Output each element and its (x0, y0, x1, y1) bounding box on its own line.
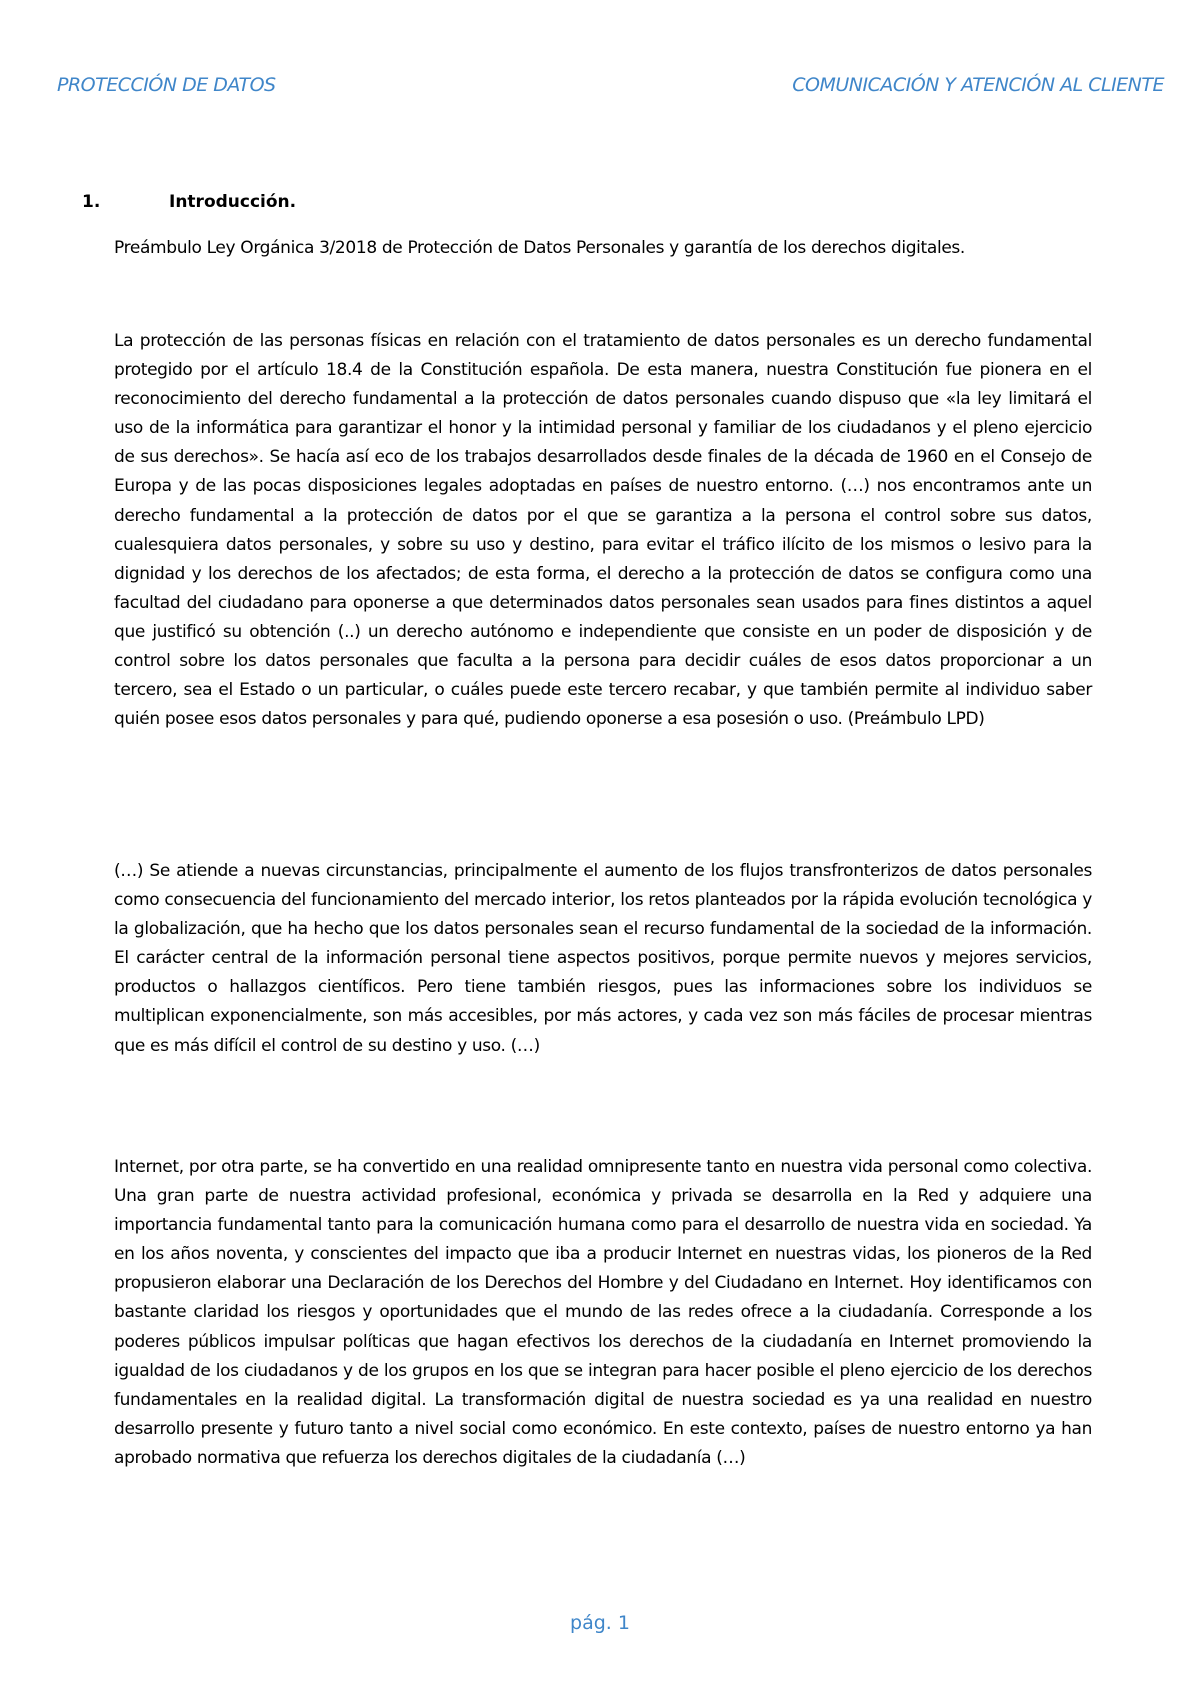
law-subtitle: Preámbulo Ley Orgánica 3/2018 de Protección de Datos Personales y garantía de los derechos digitales. (114, 238, 965, 258)
header-right-title: COMUNICACIÓN Y ATENCIÓN AL CLIENTE (792, 74, 1164, 96)
header-left-title: PROTECCIÓN DE DATOS (57, 74, 276, 96)
section-number: 1. (82, 192, 101, 212)
paragraph-3: Internet, por otra parte, se ha convertido en una realidad omnipresente tanto en nuestra vida personal como colectiva. Una gran parte de nuestra actividad profesional, económica y privada se desarrolla en la Red y adquiere una importancia fundamental tanto para la comunicación humana como para el desarrollo de nuestra vida en sociedad. Ya en los años noventa, y conscientes del impacto que iba a producir Internet en nuestras vidas, los pioneros de la Red propusieron elaborar una Declaración de los Derechos del Hombre y del Ciudadano en Internet. Hoy identificamos con bastante claridad los riesgos y oportunidades que el mundo de las redes ofrece a la ciudadanía. Corresponde a los poderes públicos impulsar políticas que hagan efectivos los derechos de la ciudadanía en Internet promoviendo la igualdad de los ciudadanos y de los grupos en los que se integran para hacer posible el pleno ejercicio de los derechos fundamentales en la realidad digital. La transformación digital de nuestra sociedad es ya una realidad en nuestro desarrollo presente y futuro tanto a nivel social como económico. En este contexto, países de nuestro entorno ya han aprobado normativa que refuerza los derechos digitales de la ciudadanía (…) (114, 1157, 1092, 1468)
paragraph-1: La protección de las personas físicas en relación con el tratamiento de datos personales es un derecho fundamental protegido por el artículo 18.4 de la Constitución española. De esta manera, nuestra Constitución fue pionera en el reconocimiento del derecho fundamental a la protección de datos personales cuando dispuso que «la ley limitará el uso de la informática para garantizar el honor y la intimidad personal y familiar de los ciudadanos y el pleno ejercicio de sus derechos». Se hacía así eco de los trabajos desarrollados desde finales de la década de 1960 en el Consejo de Europa y de las pocas disposiciones legales adoptadas en países de nuestro entorno. (…) nos encontramos ante un derecho fundamental a la protección de datos por el que se garantiza a la persona el control sobre sus datos, cualesquiera datos personales, y sobre su uso y destino, para evitar el tráfico ilícito de los mismos o lesivo para la dignidad y los derechos de los afectados; de esta forma, el derecho a la protección de datos se configura como una facultad del ciudadano para oponerse a que determinados datos personales sean usados para fines distintos a aquel que justificó su obtención (..) un derecho autónomo e independiente que consiste en un poder de disposición y de control sobre los datos personales que faculta a la persona para decidir cuáles de esos datos proporcionar a un tercero, sea el Estado o un particular, o cuáles puede este tercero recabar, y que también permite al individuo saber quién posee esos datos personales y para qué, pudiendo oponerse a esa posesión o uso. (Preámbulo LPD) (114, 331, 1092, 730)
page-number: pág. 1 (570, 1612, 630, 1634)
paragraph-2: (…) Se atiende a nuevas circunstancias, principalmente el aumento de los flujos transfronterizos de datos personales como consecuencia del funcionamiento del mercado interior, los retos planteados por la rápida evolución tecnológica y la globalización, que ha hecho que los datos personales sean el recurso fundamental de la sociedad de la información. El carácter central de la información personal tiene aspectos positivos, porque permite nuevos y mejores servicios, productos o hallazgos científicos. Pero tiene también riesgos, pues las informaciones sobre los individuos se multiplican exponencialmente, son más accesibles, por más actores, y cada vez son más fáciles de procesar mientras que es más difícil el control de su destino y uso. (…) (114, 861, 1092, 1056)
section-title: Introducción. (169, 192, 297, 212)
section-heading (82, 192, 296, 212)
